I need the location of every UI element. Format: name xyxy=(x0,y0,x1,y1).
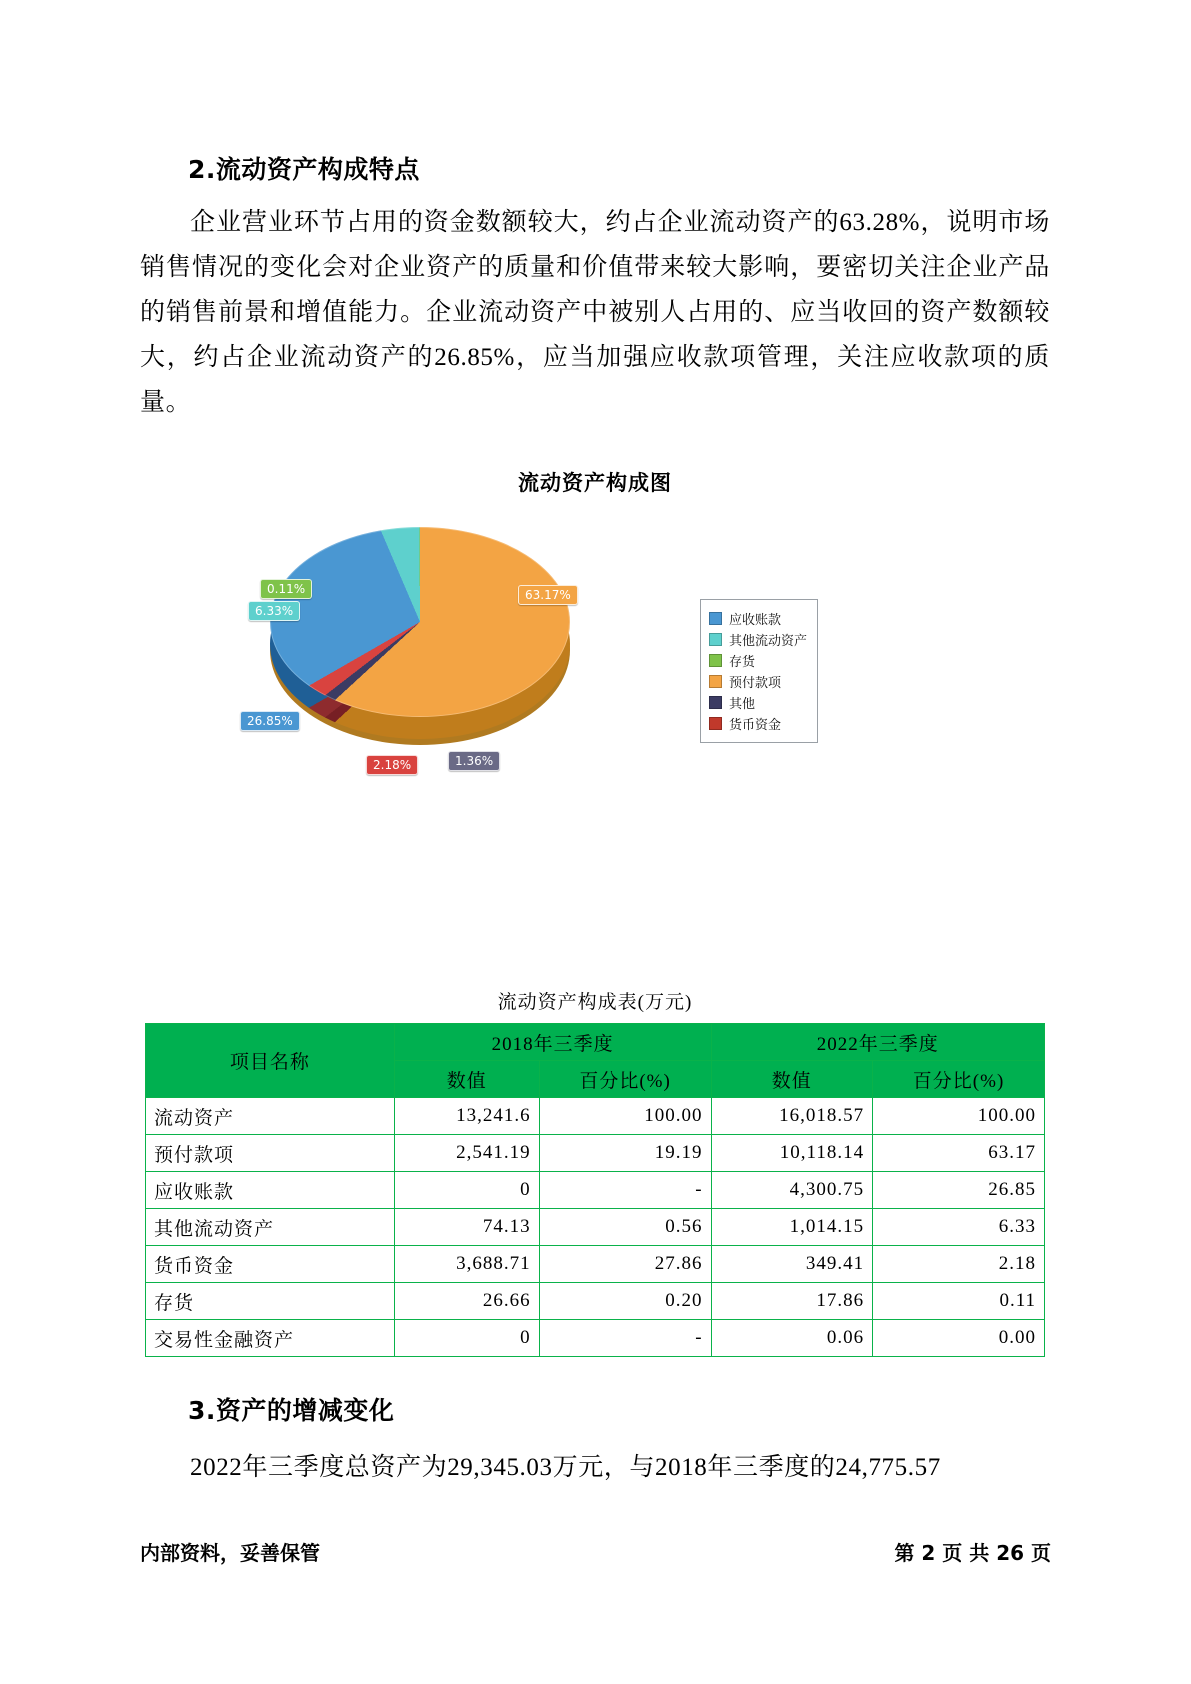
cell-percent-2018: 0.56 xyxy=(539,1209,711,1246)
table-caption: 流动资产构成表(万元) xyxy=(497,992,693,1013)
cell-percent-2018: 100.00 xyxy=(539,1098,711,1135)
section-3-heading: 3.资产的增减变化 xyxy=(188,1396,395,1425)
cell-percent-2022: 0.00 xyxy=(873,1320,1045,1357)
cell-value-2018: 26.66 xyxy=(394,1283,539,1320)
legend-swatch-icon xyxy=(709,696,722,709)
cell-value-2018: 3,688.71 xyxy=(394,1246,539,1283)
legend-swatch-icon xyxy=(709,654,722,667)
th-value-2018: 数值 xyxy=(394,1061,539,1098)
cell-value-2018: 0 xyxy=(394,1172,539,1209)
cell-percent-2022: 6.33 xyxy=(873,1209,1045,1246)
pie-label-cunhuo: 0.11% xyxy=(260,579,312,599)
cell-value-2022: 1,014.15 xyxy=(711,1209,873,1246)
table-header-row xyxy=(146,1024,1045,1061)
table-row xyxy=(146,1283,1045,1320)
cell-name: 交易性金融资产 xyxy=(146,1320,395,1357)
cell-percent-2022: 63.17 xyxy=(873,1135,1045,1172)
cell-name: 预付款项 xyxy=(146,1135,395,1172)
legend-item xyxy=(709,671,807,692)
cell-percent-2018: 27.86 xyxy=(539,1246,711,1283)
section-2-heading: 2.流动资产构成特点 xyxy=(188,155,420,184)
table-row xyxy=(146,1246,1045,1283)
th-value-2022: 数值 xyxy=(711,1061,873,1098)
table-row xyxy=(146,1135,1045,1172)
section-3-paragraph: 2022年三季度总资产为29,345.03万元，与2018年三季度的24,775.57 xyxy=(190,1454,941,1481)
legend-label: 应收账款 xyxy=(729,613,782,628)
pie-label-yufukuanxiang: 63.17% xyxy=(518,585,578,605)
cell-name: 其他流动资产 xyxy=(146,1209,395,1246)
pie-label-qitaliudong: 6.33% xyxy=(248,601,300,621)
cell-percent-2018: 19.19 xyxy=(539,1135,711,1172)
legend-item xyxy=(709,692,807,713)
table-row xyxy=(146,1209,1045,1246)
cell-value-2022: 0.06 xyxy=(711,1320,873,1357)
th-percent-2022: 百分比(%) xyxy=(873,1061,1045,1098)
section-2-paragraph: 企业营业环节占用的资金数额较大，约占企业流动资产的63.28%，说明市场销售情况的变化会对企业资产的质量和价值带来较大影响，要密切关注企业产品的销售前景和增值能力。企业流动资产中被别人占用的、应当收回的资产数额较大，约占企业流动资产的26.85%，应当加强应收款项管理，关注应收款项的质量。 xyxy=(140,209,1050,416)
cell-value-2018: 2,541.19 xyxy=(394,1135,539,1172)
cell-name: 存货 xyxy=(146,1283,395,1320)
legend-item xyxy=(709,650,807,671)
pie-label-huobizijin: 2.18% xyxy=(366,755,418,775)
cell-name: 流动资产 xyxy=(146,1098,395,1135)
cell-value-2018: 0 xyxy=(394,1320,539,1357)
legend-swatch-icon xyxy=(709,717,722,730)
pie-label-yingshouzhangkuan: 26.85% xyxy=(240,711,300,731)
footer-page-number: 第 2 页 共 26 页 xyxy=(894,1541,1051,1565)
cell-percent-2022: 26.85 xyxy=(873,1172,1045,1209)
chart-title: 流动资产构成图 xyxy=(518,471,672,495)
legend-label: 预付款项 xyxy=(729,676,782,691)
th-percent-2018: 百分比(%) xyxy=(539,1061,711,1098)
cell-value-2022: 10,118.14 xyxy=(711,1135,873,1172)
cell-percent-2022: 100.00 xyxy=(873,1098,1045,1135)
legend-item xyxy=(709,713,807,734)
cell-percent-2018: 0.20 xyxy=(539,1283,711,1320)
th-group-2018: 2018年三季度 xyxy=(394,1024,711,1061)
footer-left-text: 内部资料，妥善保管 xyxy=(140,1541,320,1565)
chart-legend xyxy=(700,599,818,743)
cell-name: 应收账款 xyxy=(146,1172,395,1209)
cell-percent-2022: 2.18 xyxy=(873,1246,1045,1283)
legend-label: 其他流动资产 xyxy=(729,634,808,649)
current-assets-table xyxy=(145,1023,1045,1357)
cell-percent-2018: - xyxy=(539,1172,711,1209)
cell-name: 货币资金 xyxy=(146,1246,395,1283)
pie-top xyxy=(270,527,570,717)
legend-item xyxy=(709,608,807,629)
pie-label-qita: 1.36% xyxy=(448,751,500,771)
pie-graphic xyxy=(247,527,600,777)
legend-label: 存货 xyxy=(729,655,756,670)
th-item-name: 项目名称 xyxy=(146,1024,395,1098)
legend-label: 其他 xyxy=(729,697,756,712)
cell-value-2022: 16,018.57 xyxy=(711,1098,873,1135)
table-row xyxy=(146,1172,1045,1209)
cell-value-2022: 4,300.75 xyxy=(711,1172,873,1209)
cell-percent-2022: 0.11 xyxy=(873,1283,1045,1320)
page-footer xyxy=(140,1537,1051,1566)
pie-chart xyxy=(140,517,1050,847)
cell-value-2018: 74.13 xyxy=(394,1209,539,1246)
legend-swatch-icon xyxy=(709,612,722,625)
table-row xyxy=(146,1098,1045,1135)
cell-percent-2018: - xyxy=(539,1320,711,1357)
cell-value-2022: 349.41 xyxy=(711,1246,873,1283)
cell-value-2022: 17.86 xyxy=(711,1283,873,1320)
legend-item xyxy=(709,629,807,650)
legend-swatch-icon xyxy=(709,675,722,688)
legend-label: 货币资金 xyxy=(729,718,782,733)
page-content xyxy=(140,150,1050,1490)
th-group-2022: 2022年三季度 xyxy=(711,1024,1044,1061)
cell-value-2018: 13,241.6 xyxy=(394,1098,539,1135)
table-row xyxy=(146,1320,1045,1357)
legend-swatch-icon xyxy=(709,633,722,646)
